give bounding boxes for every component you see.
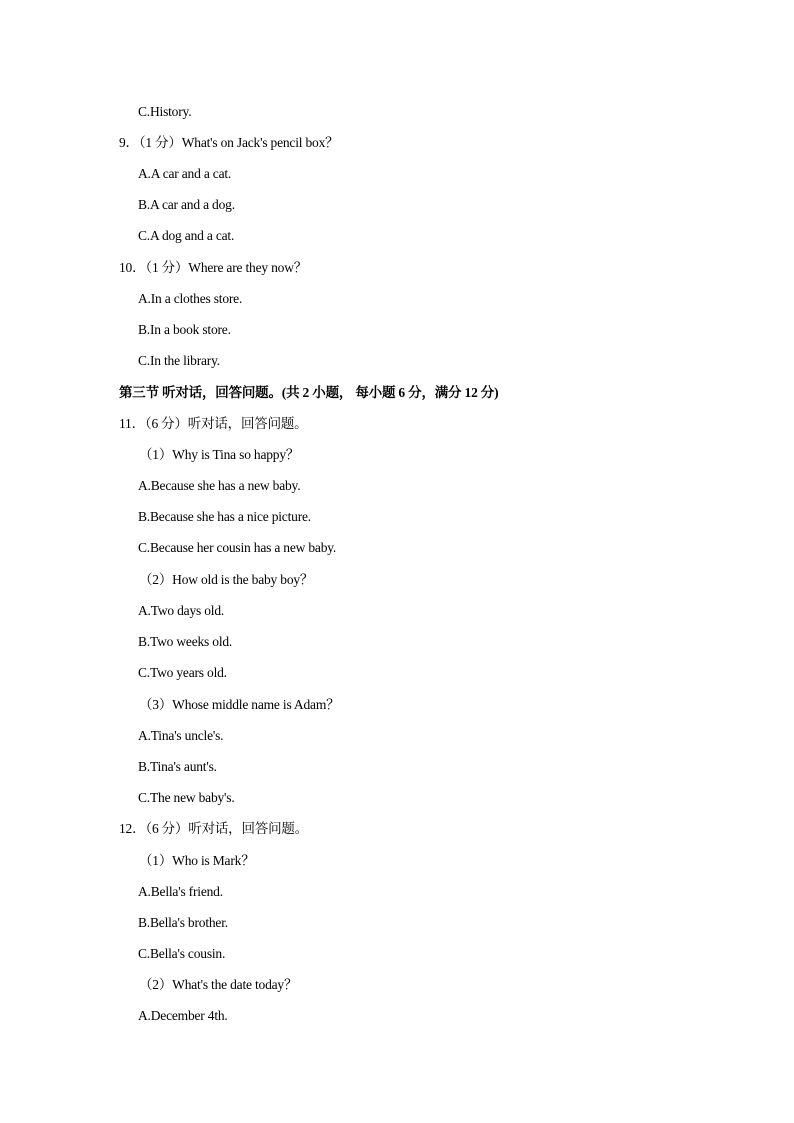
question-line: 11．（6 分）听对话，回答问题。: [119, 416, 308, 431]
option-line: A.In a clothes store.: [138, 291, 243, 306]
option-line: C.In the library.: [138, 353, 220, 368]
option-line: C.Because her cousin has a new baby.: [138, 540, 337, 555]
sub-question-line: （2）What's the date today？: [139, 977, 298, 992]
option-line: B.In a book store.: [138, 322, 231, 337]
option-line: B.Two weeks old.: [138, 634, 233, 649]
option-line: A.Two days old.: [138, 603, 225, 618]
question-line: 10．（1 分）Where are they now？: [119, 260, 308, 275]
question-line: 12．（6 分）听对话，回答问题。: [119, 821, 308, 836]
section-heading: 第三节 听对话，回答问题。(共 2 小题， 每小题 6 分，满分 12 分): [119, 385, 499, 400]
option-line: C.History.: [138, 104, 192, 119]
sub-question-line: （1）Who is Mark？: [139, 853, 255, 868]
sub-question-line: （3）Whose middle name is Adam？: [139, 697, 340, 712]
sub-question-line: （2）How old is the baby boy？: [139, 572, 314, 587]
option-line: B.Bella's brother.: [138, 915, 228, 930]
option-line: A.Bella's friend.: [138, 884, 223, 899]
question-line: 9．（1 分）What's on Jack's pencil box？: [119, 135, 339, 150]
option-line: C.Two years old.: [138, 665, 227, 680]
option-line: A.Tina's uncle's.: [138, 728, 224, 743]
option-line: C.The new baby's.: [138, 790, 235, 805]
sub-question-line: （1）Why is Tina so happy？: [139, 447, 300, 462]
option-line: C.Bella's cousin.: [138, 946, 226, 961]
option-line: A.December 4th.: [138, 1008, 228, 1023]
option-line: B.Because she has a nice picture.: [138, 509, 311, 524]
option-line: C.A dog and a cat.: [138, 228, 235, 243]
option-line: B.A car and a dog.: [138, 197, 235, 212]
option-line: A.Because she has a new baby.: [138, 478, 301, 493]
option-line: B.Tina's aunt's.: [138, 759, 217, 774]
option-line: A.A car and a cat.: [138, 166, 232, 181]
